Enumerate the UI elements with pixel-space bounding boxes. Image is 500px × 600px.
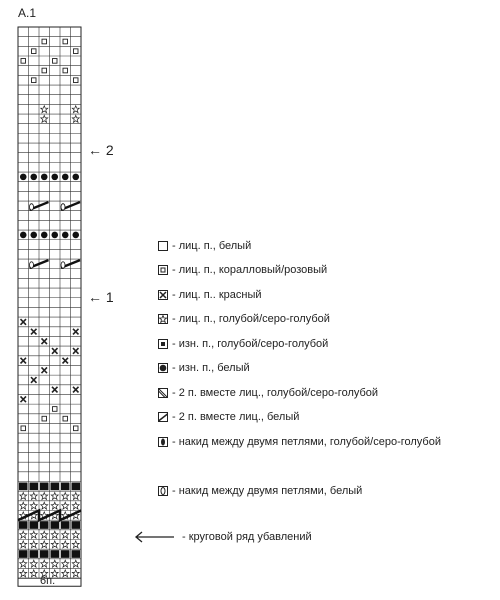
legend-item: - изн. п., голубой/серо-голубой <box>158 337 328 351</box>
white-knit-icon <box>158 241 168 251</box>
legend-item: - лиц. п., коралловый/розовый <box>158 263 327 277</box>
row-marker-label: 2 <box>105 142 114 158</box>
repeat-label: 6п. <box>40 575 56 587</box>
legend-item: - лиц. п., голубой/серо-голубой <box>158 312 330 326</box>
legend-item: - лиц. п.. красный <box>158 288 262 302</box>
coral-square-icon <box>158 265 168 275</box>
yo-blue-icon <box>158 437 168 447</box>
legend-item: - лиц. п., белый <box>158 239 251 253</box>
legend-item: - изн. п., белый <box>158 361 250 375</box>
row-marker-1 <box>88 289 114 305</box>
legend-item: - 2 п. вместе лиц., голубой/серо-голубой <box>158 386 378 400</box>
long-arrow-left-icon <box>134 531 176 543</box>
blue-purl-icon <box>158 339 168 349</box>
arrow-left-icon: ← <box>88 289 102 305</box>
k2tog-blue-icon <box>158 388 168 398</box>
legend-item: - накид между двумя петлями, голубой/серо-голубой <box>158 435 441 449</box>
decrease-round-note: - круговой ряд убавлений <box>134 531 312 543</box>
chart-title: A.1 <box>18 6 37 20</box>
legend-item: - 2 п. вместе лиц., белый <box>158 410 299 424</box>
yo-white-icon <box>158 486 168 496</box>
white-purl-icon <box>158 363 168 373</box>
red-x-icon <box>158 290 168 300</box>
arrow-left-icon: ← <box>88 142 102 158</box>
blue-star-icon <box>158 314 168 324</box>
k2tog-white-icon <box>158 412 168 422</box>
row-marker-label: 1 <box>105 289 114 305</box>
row-marker-2 <box>88 142 114 158</box>
legend-item: - накид между двумя петлями, белый <box>158 484 362 498</box>
